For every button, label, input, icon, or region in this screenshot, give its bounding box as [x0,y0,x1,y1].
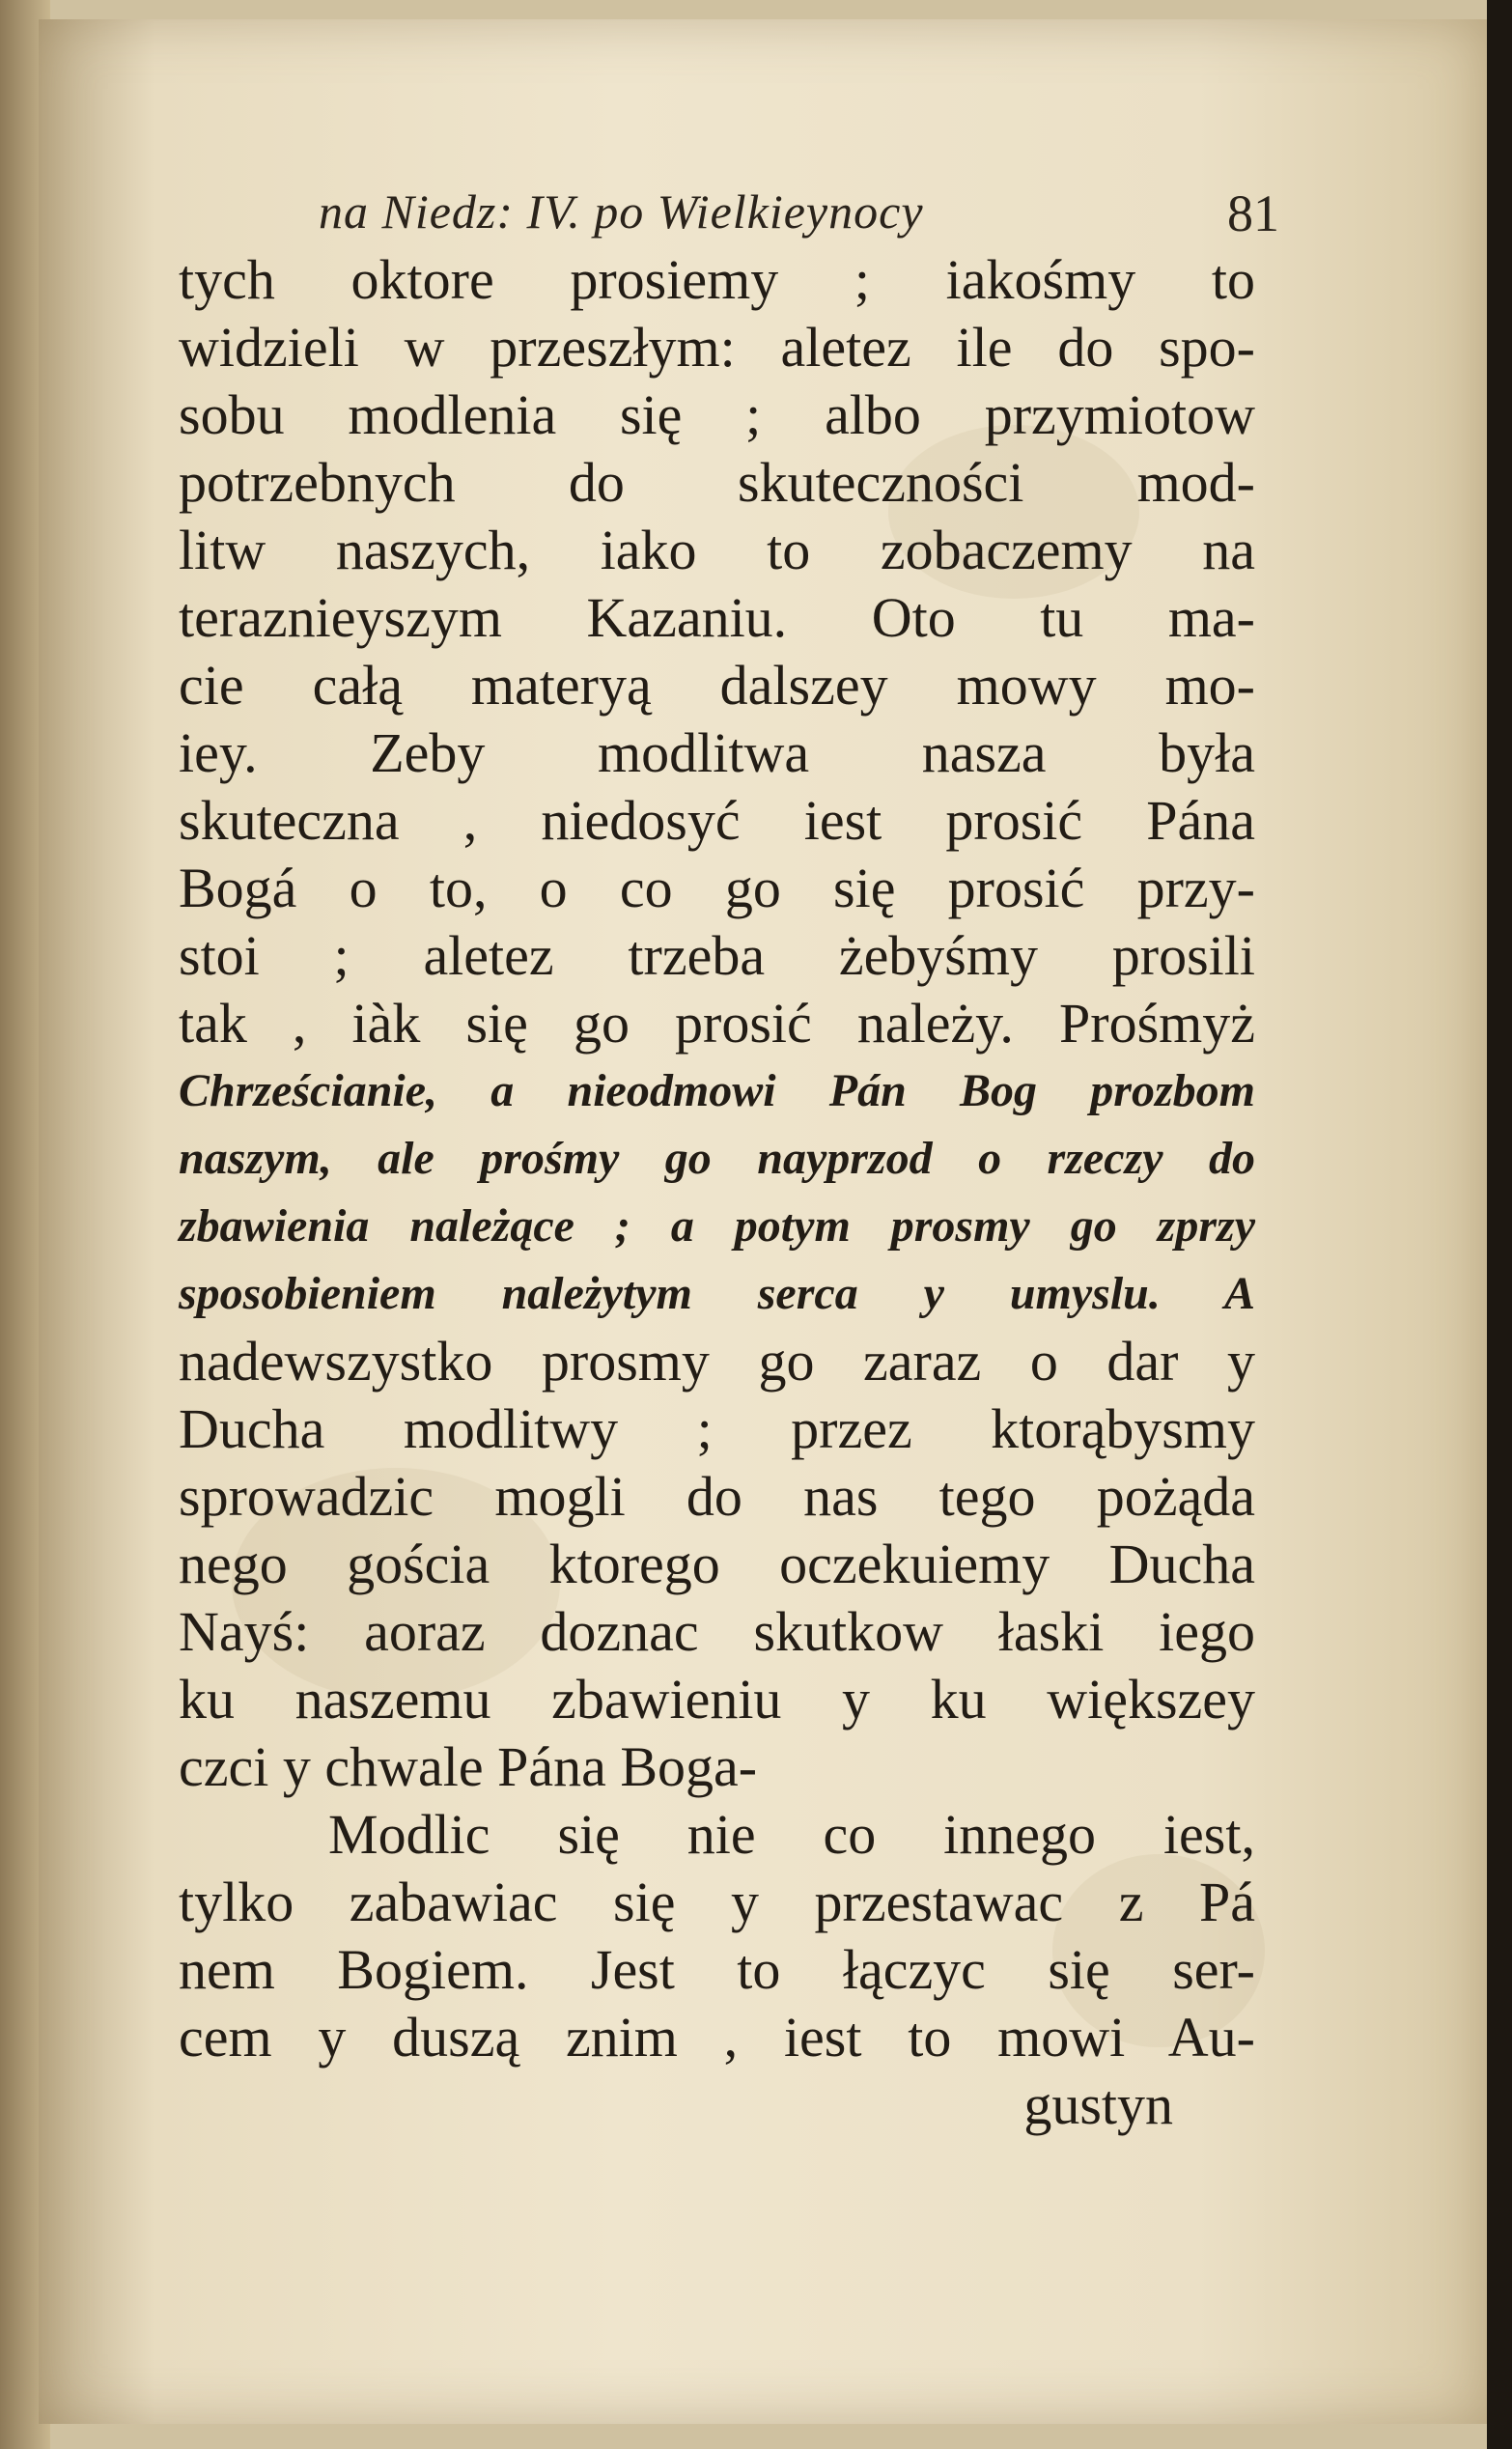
text-line: stoi ; aletez trzeba żebyśmy prosili [179,924,1255,987]
text-line: tak , iàk się go prosić należy. Prośmyż [179,992,1255,1055]
text-line: nadewszystko prosmy go zaraz o dar y [179,1330,1255,1393]
text-line: potrzebnych do skuteczności mod- [179,451,1255,514]
text-line: sobu modlenia się ; albo przymiotow [179,383,1255,446]
text-line: Chrześcianie, a nieodmowi Pán Bog prozbom [179,1065,1255,1116]
text-line: Nayś: aoraz doznac skutkow łaski iego [179,1600,1255,1663]
text-line: tylko zabawiac się y przestawac z Pá [179,1871,1255,1933]
text-line: teraznieyszym Kazaniu. Oto tu ma- [179,586,1255,649]
text-line: sposobieniem należytym serca y umyslu. A [179,1268,1255,1319]
text-line: tych oktore prosiemy ; iakośmy to [179,248,1255,311]
text-line: nego gościa ktorego oczekuiemy Ducha [179,1533,1255,1595]
text-line: cem y duszą znim , iest to mowi Au- [179,2006,1255,2069]
text-line: naszym, ale prośmy go nayprzod o rzeczy do [179,1133,1255,1184]
text-line: skuteczna , niedosyć iest prosić Pána [179,789,1255,852]
page-header [179,183,1279,251]
running-title: na Niedz: IV. po Wielkieynocy [319,184,924,239]
text-line: czci y chwale Pána Boga- [179,1735,758,1798]
text-line: litw naszych, iako to zobaczemy na [179,519,1255,581]
text-line: sprowadzic mogli do nas tego pożąda [179,1465,1255,1528]
text-line: Modlic się nie co innego iest, [328,1803,1255,1866]
catchword: gustyn [1023,2073,1173,2136]
text-line: nem Bogiem. Jest to łączyc się ser- [179,1938,1255,2001]
text-line: widzieli w przeszłym: aletez ile do spo- [179,316,1255,379]
dark-background-edge [1487,0,1512,2449]
body-text [179,246,1255,2139]
text-line: Ducha modlitwy ; przez ktorąbysmy [179,1397,1255,1460]
text-line: cie całą materyą dalszey mowy mo- [179,654,1255,717]
text-line: zbawienia należące ; a potym prosmy go zprzy [179,1200,1255,1252]
page-number: 81 [1227,184,1279,242]
text-line: ku naszemu zbawieniu y ku większey [179,1668,1255,1731]
text-line: Bogá o to, o co go się prosić przy- [179,857,1255,919]
text-line: iey. Zeby modlitwa nasza była [179,721,1255,784]
